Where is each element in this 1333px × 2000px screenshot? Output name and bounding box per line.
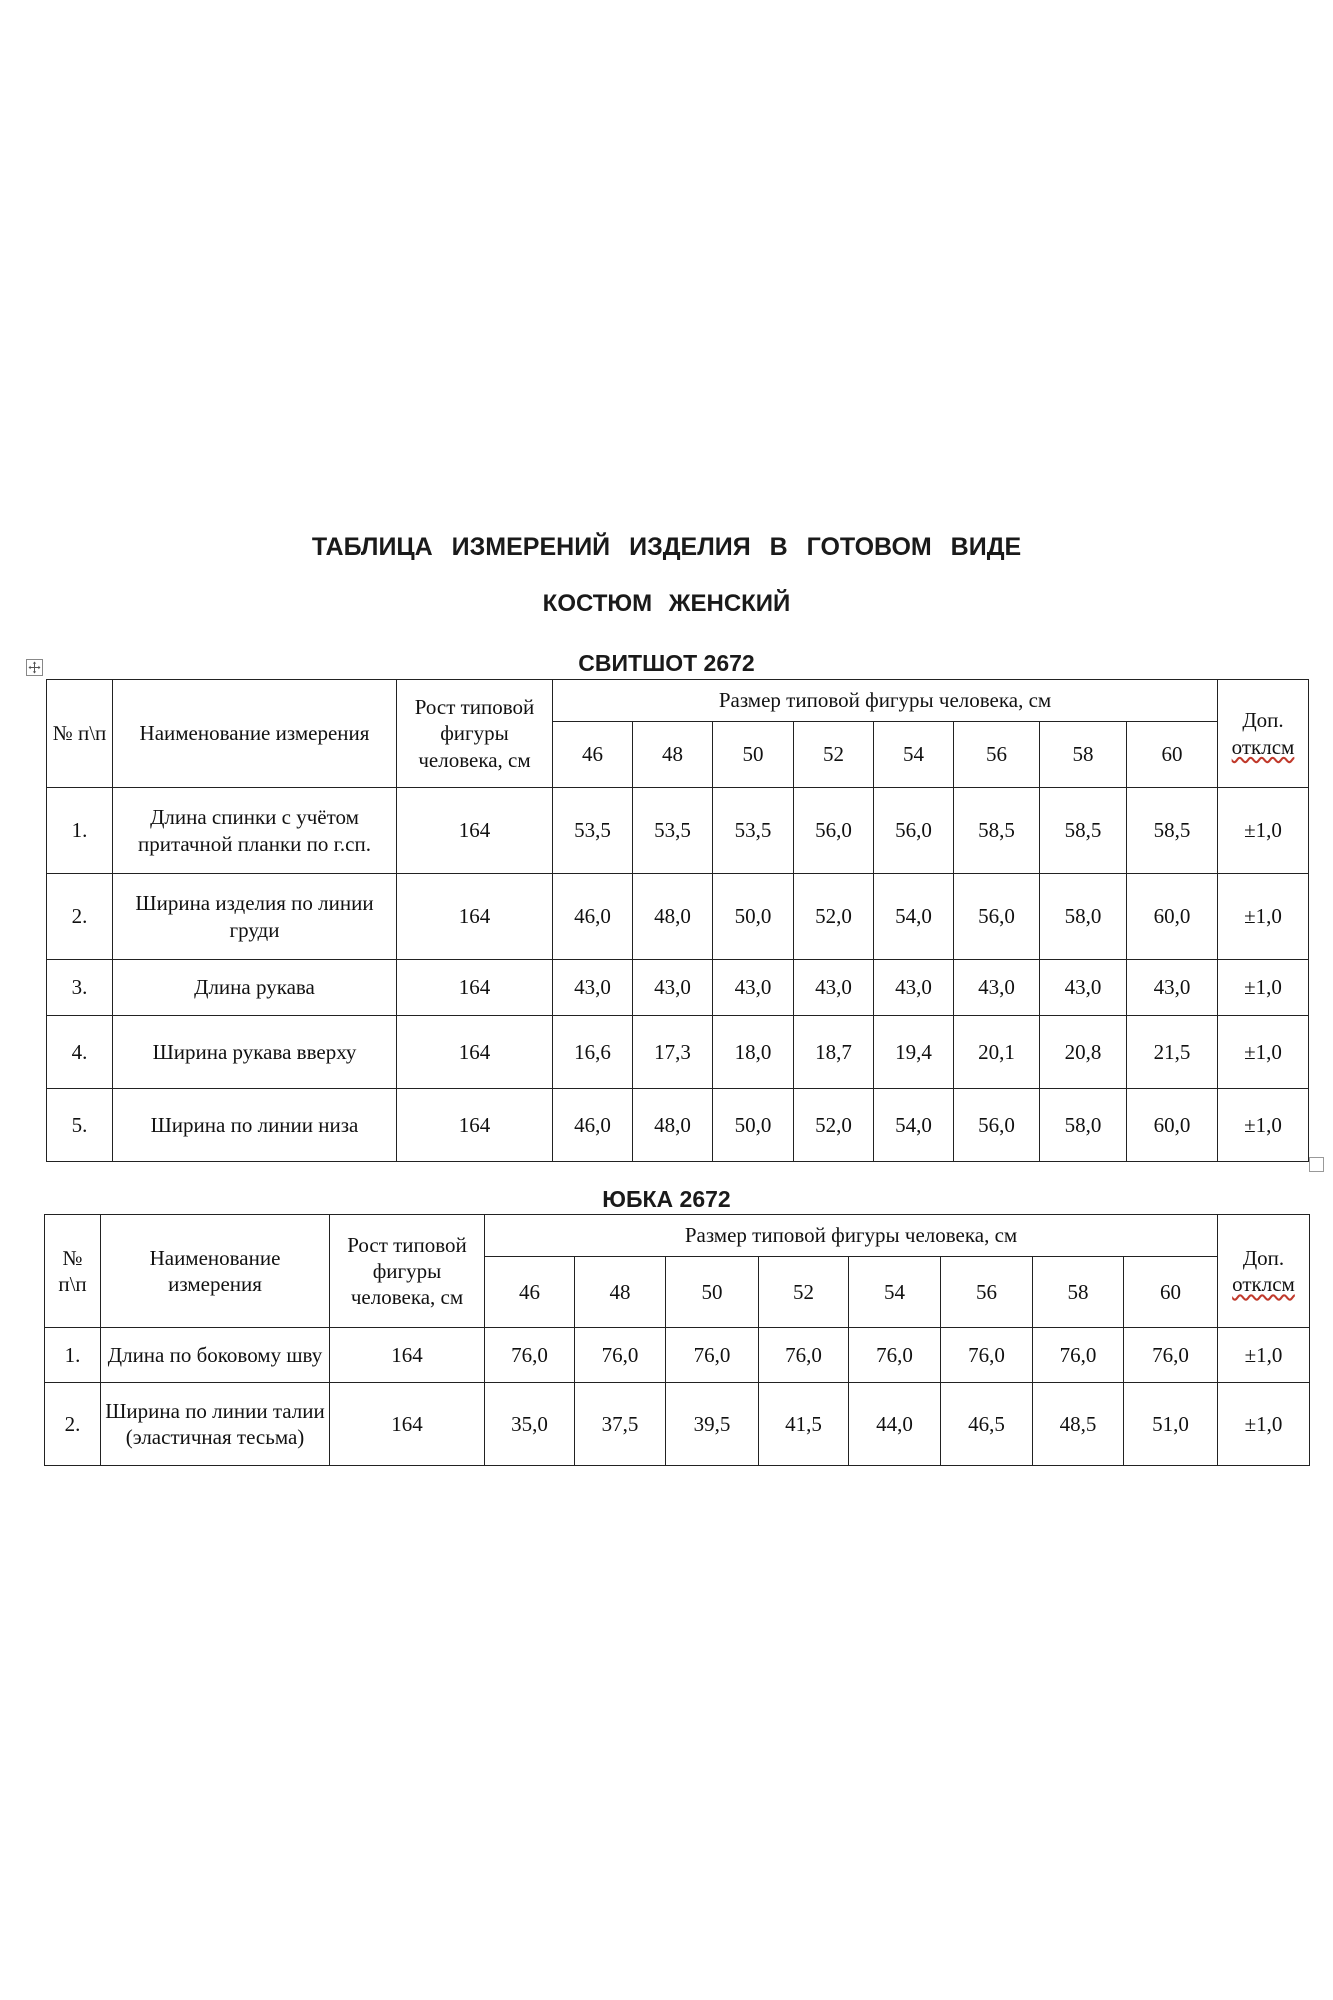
table-row bbox=[47, 1016, 1309, 1089]
header-tolerance-text bbox=[1232, 708, 1295, 758]
measurement-value: 18,0 bbox=[713, 1016, 794, 1089]
measurement-value: 58,5 bbox=[1040, 788, 1127, 874]
measurement-value: 18,7 bbox=[794, 1016, 874, 1089]
header-tolerance-text bbox=[1232, 1246, 1295, 1296]
measurement-value: 56,0 bbox=[954, 1089, 1040, 1162]
tolerance-label-part: Доп. bbox=[1242, 708, 1284, 733]
measurement-value: 21,5 bbox=[1127, 1016, 1218, 1089]
size-header: 48 bbox=[575, 1257, 666, 1328]
row-height: 164 bbox=[397, 1089, 553, 1162]
measurement-value: 48,0 bbox=[633, 874, 713, 960]
measurement-value: 56,0 bbox=[874, 788, 954, 874]
measurement-value: 41,5 bbox=[759, 1383, 849, 1466]
measurement-value: 44,0 bbox=[849, 1383, 941, 1466]
row-height: 164 bbox=[397, 874, 553, 960]
row-tolerance: ±1,0 bbox=[1218, 1383, 1310, 1466]
header-size-group: Размер типовой фигуры человека, см bbox=[485, 1215, 1218, 1257]
measurement-value: 76,0 bbox=[1124, 1328, 1218, 1383]
row-height: 164 bbox=[397, 960, 553, 1016]
header-height: Рост типовой фигуры человека, см bbox=[330, 1215, 485, 1328]
size-header: 54 bbox=[849, 1257, 941, 1328]
document-subtitle: КОСТЮМ ЖЕНСКИЙ bbox=[542, 590, 791, 617]
measurement-value: 43,0 bbox=[794, 960, 874, 1016]
header-name: Наименование измерения bbox=[113, 680, 397, 788]
table-row bbox=[45, 1328, 1310, 1383]
size-header: 46 bbox=[485, 1257, 575, 1328]
measurement-value: 43,0 bbox=[1040, 960, 1127, 1016]
row-height: 164 bbox=[397, 788, 553, 874]
measurement-value: 17,3 bbox=[633, 1016, 713, 1089]
size-header: 52 bbox=[759, 1257, 849, 1328]
measurement-value: 58,5 bbox=[954, 788, 1040, 874]
measurement-value: 43,0 bbox=[874, 960, 954, 1016]
header-number: № п\п bbox=[45, 1215, 101, 1328]
header-name: Наименование измерения bbox=[101, 1215, 330, 1328]
measurement-value: 76,0 bbox=[485, 1328, 575, 1383]
tolerance-label-part: Доп. bbox=[1242, 1245, 1285, 1270]
header-height: Рост типовой фигуры человека, см bbox=[397, 680, 553, 788]
size-header: 58 bbox=[1040, 722, 1127, 788]
measurement-value: 53,5 bbox=[713, 788, 794, 874]
measurement-name: Длина спинки с учётом притачной планки по г.сп. bbox=[113, 788, 397, 874]
measurement-value: 60,0 bbox=[1127, 1089, 1218, 1162]
measurement-value: 46,0 bbox=[553, 1089, 633, 1162]
measurement-name: Ширина по линии низа bbox=[113, 1089, 397, 1162]
measurement-value: 58,0 bbox=[1040, 874, 1127, 960]
measurement-value: 51,0 bbox=[1124, 1383, 1218, 1466]
measurement-value: 58,5 bbox=[1127, 788, 1218, 874]
measurement-value: 52,0 bbox=[794, 1089, 874, 1162]
skirt-measurements-table bbox=[44, 1214, 1310, 1466]
row-tolerance: ±1,0 bbox=[1218, 1016, 1309, 1089]
measurement-value: 76,0 bbox=[941, 1328, 1033, 1383]
measurement-value: 58,0 bbox=[1040, 1089, 1127, 1162]
measurement-value: 35,0 bbox=[485, 1383, 575, 1466]
measurement-value: 53,5 bbox=[633, 788, 713, 874]
document-title: ТАБЛИЦА ИЗМЕРЕНИЙ ИЗДЕЛИЯ В ГОТОВОМ ВИДЕ bbox=[311, 533, 1022, 561]
header-row bbox=[45, 1215, 1310, 1257]
table-row bbox=[47, 874, 1309, 960]
measurement-value: 53,5 bbox=[553, 788, 633, 874]
measurement-value: 43,0 bbox=[1127, 960, 1218, 1016]
measurement-value: 76,0 bbox=[759, 1328, 849, 1383]
table-row bbox=[47, 960, 1309, 1016]
header-tolerance bbox=[1218, 680, 1309, 788]
measurement-value: 43,0 bbox=[553, 960, 633, 1016]
row-number: 4. bbox=[47, 1016, 113, 1089]
measurement-value: 46,0 bbox=[553, 874, 633, 960]
measurement-value: 76,0 bbox=[1033, 1328, 1124, 1383]
row-tolerance: ±1,0 bbox=[1218, 960, 1309, 1016]
measurement-name: Длина по боковому шву bbox=[101, 1328, 330, 1383]
measurement-value: 16,6 bbox=[553, 1016, 633, 1089]
measurement-value: 56,0 bbox=[954, 874, 1040, 960]
header-row bbox=[47, 680, 1309, 722]
resize-square-icon[interactable] bbox=[1309, 1157, 1324, 1172]
measurement-value: 43,0 bbox=[713, 960, 794, 1016]
measurement-value: 76,0 bbox=[666, 1328, 759, 1383]
row-tolerance: ±1,0 bbox=[1218, 788, 1309, 874]
measurement-value: 50,0 bbox=[713, 874, 794, 960]
size-header: 50 bbox=[713, 722, 794, 788]
tolerance-label-unit: отклсм bbox=[1232, 1272, 1295, 1296]
measurement-value: 56,0 bbox=[794, 788, 874, 874]
table-row bbox=[45, 1383, 1310, 1466]
measurement-value: 39,5 bbox=[666, 1383, 759, 1466]
row-number: 2. bbox=[47, 874, 113, 960]
row-number: 2. bbox=[45, 1383, 101, 1466]
measurement-value: 46,5 bbox=[941, 1383, 1033, 1466]
measurement-name: Ширина рукава вверху bbox=[113, 1016, 397, 1089]
row-height: 164 bbox=[330, 1383, 485, 1466]
table-row bbox=[47, 1089, 1309, 1162]
measurement-value: 48,0 bbox=[633, 1089, 713, 1162]
header-number: № п\п bbox=[47, 680, 113, 788]
size-header: 60 bbox=[1124, 1257, 1218, 1328]
measurement-value: 76,0 bbox=[849, 1328, 941, 1383]
measurement-name: Ширина изделия по линии груди bbox=[113, 874, 397, 960]
measurement-value: 52,0 bbox=[794, 874, 874, 960]
header-size-group: Размер типовой фигуры человека, см bbox=[553, 680, 1218, 722]
measurement-value: 60,0 bbox=[1127, 874, 1218, 960]
row-tolerance: ±1,0 bbox=[1218, 874, 1309, 960]
row-number: 5. bbox=[47, 1089, 113, 1162]
row-tolerance: ±1,0 bbox=[1218, 1328, 1310, 1383]
measurement-value: 76,0 bbox=[575, 1328, 666, 1383]
tolerance-label-unit: отклсм bbox=[1231, 734, 1295, 759]
sweatshirt-measurements-table bbox=[46, 679, 1309, 1162]
row-number: 3. bbox=[47, 960, 113, 1016]
measurement-value: 37,5 bbox=[575, 1383, 666, 1466]
size-header: 60 bbox=[1127, 722, 1218, 788]
table-row bbox=[47, 788, 1309, 874]
skirt-table-caption: ЮБКА 2672 bbox=[602, 1186, 731, 1212]
size-header: 56 bbox=[941, 1257, 1033, 1328]
size-header: 46 bbox=[553, 722, 633, 788]
measurement-name: Длина рукава bbox=[113, 960, 397, 1016]
measurement-value: 20,8 bbox=[1040, 1016, 1127, 1089]
measurement-value: 54,0 bbox=[874, 1089, 954, 1162]
row-tolerance: ±1,0 bbox=[1218, 1089, 1309, 1162]
measurement-name: Ширина по линии талии (эластичная тесьма) bbox=[101, 1383, 330, 1466]
measurement-value: 50,0 bbox=[713, 1089, 794, 1162]
size-header: 52 bbox=[794, 722, 874, 788]
measurement-value: 43,0 bbox=[633, 960, 713, 1016]
row-number: 1. bbox=[47, 788, 113, 874]
row-height: 164 bbox=[397, 1016, 553, 1089]
size-header: 56 bbox=[954, 722, 1040, 788]
size-header: 54 bbox=[874, 722, 954, 788]
size-header: 48 bbox=[633, 722, 713, 788]
row-number: 1. bbox=[45, 1328, 101, 1383]
header-tolerance bbox=[1218, 1215, 1310, 1328]
measurement-value: 54,0 bbox=[874, 874, 954, 960]
measurement-value: 43,0 bbox=[954, 960, 1040, 1016]
sweatshirt-table-caption: СВИТШОТ 2672 bbox=[578, 650, 755, 676]
size-header: 58 bbox=[1033, 1257, 1124, 1328]
row-height: 164 bbox=[330, 1328, 485, 1383]
measurement-value: 48,5 bbox=[1033, 1383, 1124, 1466]
size-header: 50 bbox=[666, 1257, 759, 1328]
measurement-value: 19,4 bbox=[874, 1016, 954, 1089]
measurement-value: 20,1 bbox=[954, 1016, 1040, 1089]
